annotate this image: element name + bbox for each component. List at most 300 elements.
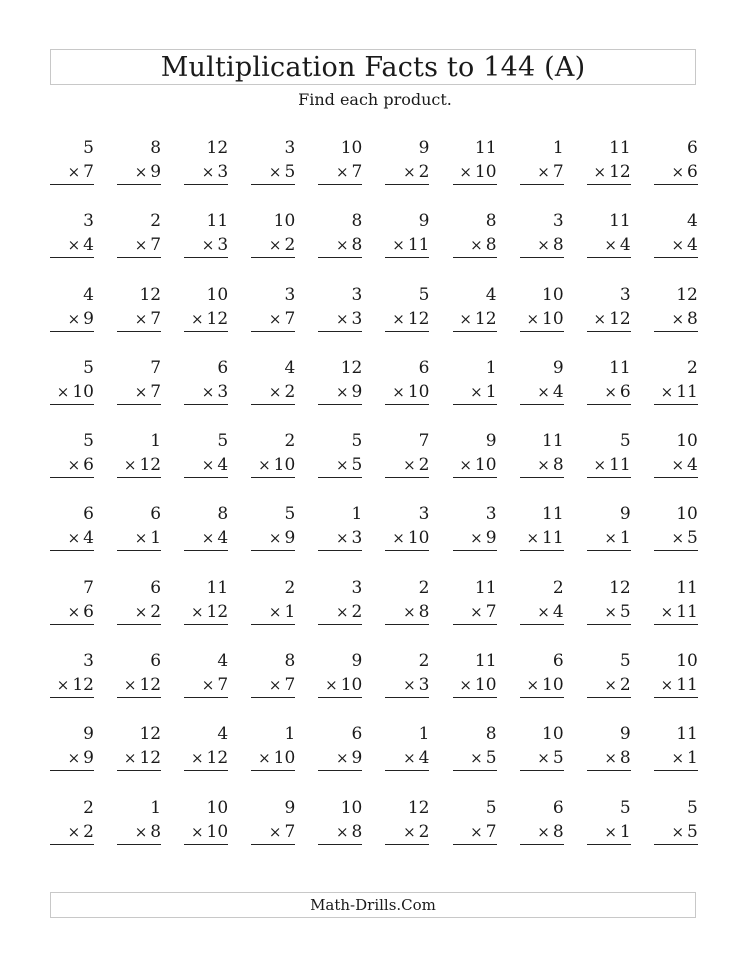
multiplier: 2: [284, 381, 296, 402]
multiplier: 9: [150, 162, 162, 182]
problem-item: [520, 209, 564, 282]
problem-item: [184, 283, 228, 356]
instructions: Find each product.: [298, 90, 452, 109]
problem-item: [184, 136, 228, 209]
problem-item: [50, 356, 94, 429]
multiplier-row: [520, 673, 564, 698]
multiplier-row: [117, 453, 161, 478]
multiplier-row: [50, 746, 94, 771]
multiplier: 4: [552, 381, 564, 402]
times-sign: ×: [190, 602, 204, 621]
times-sign: ×: [268, 236, 282, 255]
multiplier-row: [318, 380, 362, 405]
problem-item: [385, 136, 429, 209]
times-sign: ×: [593, 309, 607, 328]
multiplier-row: [184, 307, 228, 332]
multiplier: 2: [284, 235, 296, 256]
multiplier-row: [453, 600, 497, 625]
multiplicand: 4: [485, 284, 497, 305]
multiplicand: 10: [340, 797, 363, 818]
multiplier: 10: [474, 455, 497, 476]
multiplicand: 4: [217, 724, 229, 745]
multiplicand: 11: [609, 138, 631, 158]
multiplicand: 2: [687, 357, 698, 378]
multiplier: 3: [351, 308, 363, 329]
multiplier-row: [385, 820, 429, 845]
times-sign: ×: [201, 529, 215, 548]
multiplier: 3: [418, 675, 430, 696]
multiplier-row: [385, 380, 429, 405]
problem-item: [318, 576, 362, 649]
multiplier: 1: [284, 601, 296, 622]
multiplicand: 11: [206, 211, 229, 232]
multiplier-row: [318, 307, 362, 332]
problem-item: [385, 283, 429, 356]
multiplier-row: [520, 233, 564, 258]
multiplier-row: [385, 600, 429, 625]
times-sign: ×: [593, 456, 607, 475]
multiplicand: 2: [83, 797, 94, 818]
multiplier: 7: [150, 381, 162, 402]
multiplier-row: [520, 746, 564, 771]
multiplier: 4: [552, 601, 564, 622]
times-sign: ×: [459, 676, 472, 695]
multiplier: 1: [687, 748, 698, 769]
problem-item: [587, 722, 631, 795]
multiplier-row: [117, 233, 161, 258]
multiplier: 8: [552, 821, 564, 842]
multiplier: 1: [485, 381, 497, 402]
problem-item: [117, 356, 161, 429]
footer-box: [50, 892, 696, 918]
multiplier: 6: [687, 162, 698, 182]
multiplicand: 10: [273, 211, 296, 232]
times-sign: ×: [268, 602, 282, 621]
multiplicand: 10: [542, 284, 564, 305]
multiplicand: 2: [552, 577, 564, 598]
title-box: [50, 49, 696, 85]
multiplicand: 5: [351, 431, 363, 452]
problem-item: [453, 722, 497, 795]
problem-item: [520, 136, 564, 209]
multiplier: 11: [542, 528, 564, 549]
times-sign: ×: [403, 602, 416, 621]
multiplier: 1: [619, 528, 631, 549]
multiplier: 3: [217, 381, 229, 402]
problem-item: [318, 502, 362, 575]
times-sign: ×: [67, 309, 81, 328]
problem-item: [587, 796, 631, 869]
times-sign: ×: [526, 309, 540, 328]
multiplicand: 6: [150, 504, 162, 525]
multiplicand: 11: [542, 431, 564, 452]
times-sign: ×: [537, 749, 550, 768]
times-sign: ×: [335, 236, 349, 255]
multiplicand: 5: [83, 357, 94, 378]
multiplier-row: [520, 453, 564, 478]
problem-item: [385, 356, 429, 429]
times-sign: ×: [604, 749, 617, 768]
multiplier: 1: [619, 821, 631, 842]
times-sign: ×: [134, 163, 148, 181]
problem-item: [654, 429, 698, 502]
problem-item: [385, 502, 429, 575]
times-sign: ×: [671, 309, 685, 328]
problem-item: [520, 576, 564, 649]
multiplier: 8: [351, 821, 363, 842]
multiplier-row: [587, 307, 631, 332]
multiplicand: 5: [687, 797, 698, 818]
multiplier: 7: [217, 675, 229, 696]
multiplicand: 1: [284, 724, 296, 745]
problem-item: [587, 283, 631, 356]
problem-item: [117, 209, 161, 282]
problem-item: [453, 283, 497, 356]
multiplier: 5: [485, 748, 497, 769]
multiplier-row: [184, 600, 228, 625]
multiplicand: 12: [340, 357, 363, 378]
times-sign: ×: [134, 822, 148, 841]
problem-item: [318, 209, 362, 282]
multiplier: 6: [619, 381, 631, 402]
multiplier: 5: [351, 455, 363, 476]
multiplicand: 11: [609, 357, 631, 378]
times-sign: ×: [671, 749, 685, 768]
times-sign: ×: [134, 309, 148, 328]
problem-item: [251, 649, 295, 722]
times-sign: ×: [403, 676, 416, 695]
multiplicand: 1: [150, 797, 162, 818]
multiplier-row: [453, 160, 497, 185]
multiplicand: 3: [83, 651, 94, 672]
times-sign: ×: [604, 382, 617, 401]
problem-item: [117, 722, 161, 795]
multiplier: 5: [687, 821, 698, 842]
multiplier-row: [453, 746, 497, 771]
multiplier-row: [251, 453, 295, 478]
problem-item: [318, 429, 362, 502]
times-sign: ×: [470, 822, 483, 841]
problem-item: [385, 722, 429, 795]
multiplicand: 5: [83, 138, 94, 158]
multiplier-row: [50, 307, 94, 332]
problem-item: [184, 576, 228, 649]
times-sign: ×: [604, 602, 617, 621]
times-sign: ×: [604, 529, 617, 548]
times-sign: ×: [392, 309, 405, 328]
times-sign: ×: [67, 529, 81, 548]
times-sign: ×: [660, 382, 674, 401]
multiplier-row: [184, 746, 228, 771]
problem-item: [50, 136, 94, 209]
problem-item: [251, 136, 295, 209]
multiplier-row: [184, 453, 228, 478]
multiplier-row: [654, 380, 698, 405]
multiplier-row: [117, 600, 161, 625]
multiplier-row: [587, 453, 631, 478]
multiplier-row: [318, 746, 362, 771]
problem-item: [587, 429, 631, 502]
multiplicand: 6: [552, 797, 564, 818]
multiplier-row: [654, 746, 698, 771]
multiplier: 4: [83, 528, 94, 549]
multiplier: 9: [284, 528, 296, 549]
times-sign: ×: [470, 382, 483, 401]
times-sign: ×: [134, 382, 148, 401]
times-sign: ×: [123, 456, 137, 475]
multiplicand: 6: [418, 357, 430, 378]
problem-item: [453, 209, 497, 282]
times-sign: ×: [604, 822, 617, 841]
multiplicand: 9: [485, 431, 497, 452]
multiplicand: 5: [619, 651, 631, 672]
multiplier: 7: [83, 162, 94, 182]
multiplier: 6: [83, 455, 94, 476]
multiplier: 7: [284, 675, 296, 696]
multiplier-row: [520, 526, 564, 551]
times-sign: ×: [671, 529, 685, 548]
times-sign: ×: [403, 822, 416, 841]
problem-item: [251, 576, 295, 649]
problem-item: [520, 796, 564, 869]
multiplier-row: [453, 233, 497, 258]
problem-item: [184, 796, 228, 869]
multiplier-row: [117, 673, 161, 698]
problem-item: [587, 576, 631, 649]
multiplier-row: [587, 380, 631, 405]
multiplier-row: [251, 160, 295, 185]
multiplier: 11: [676, 381, 698, 402]
multiplicand: 11: [676, 724, 698, 745]
multiplier-row: [385, 673, 429, 698]
page-title: Multiplication Facts to 144 (A): [160, 51, 586, 83]
multiplier-row: [318, 233, 362, 258]
multiplicand: 11: [474, 577, 497, 598]
times-sign: ×: [258, 749, 271, 768]
multiplicand: 2: [284, 577, 296, 598]
times-sign: ×: [268, 382, 282, 401]
times-sign: ×: [325, 676, 338, 695]
multiplier: 8: [150, 821, 162, 842]
multiplier-row: [117, 820, 161, 845]
problem-item: [184, 502, 228, 575]
times-sign: ×: [56, 676, 70, 695]
problem-item: [453, 576, 497, 649]
times-sign: ×: [67, 456, 81, 475]
multiplier: 2: [619, 675, 631, 696]
multiplicand: 11: [474, 651, 497, 672]
problem-item: [654, 722, 698, 795]
problem-item: [184, 356, 228, 429]
multiplier: 12: [206, 601, 229, 622]
multiplier: 6: [83, 601, 94, 622]
multiplier: 4: [418, 748, 430, 769]
multiplicand: 9: [83, 724, 94, 745]
problem-item: [520, 502, 564, 575]
multiplier-row: [587, 820, 631, 845]
multiplier: 5: [619, 601, 631, 622]
multiplier-row: [587, 746, 631, 771]
multiplicand: 5: [217, 431, 229, 452]
multiplicand: 3: [284, 138, 296, 158]
multiplier: 12: [139, 748, 162, 769]
multiplier: 8: [351, 235, 363, 256]
multiplicand: 9: [418, 211, 430, 232]
problem-item: [318, 283, 362, 356]
multiplicand: 6: [150, 577, 162, 598]
multiplier: 10: [340, 675, 363, 696]
times-sign: ×: [537, 382, 550, 401]
multiplier: 3: [351, 528, 363, 549]
multiplier: 2: [418, 162, 430, 182]
multiplicand: 4: [687, 211, 698, 232]
multiplier-row: [453, 453, 497, 478]
times-sign: ×: [470, 236, 483, 255]
multiplier-row: [654, 600, 698, 625]
multiplier: 12: [474, 308, 497, 329]
problem-item: [117, 502, 161, 575]
times-sign: ×: [403, 456, 416, 475]
times-sign: ×: [67, 822, 81, 841]
multiplier-row: [251, 673, 295, 698]
multiplicand: 7: [418, 431, 430, 452]
multiplicand: 11: [542, 504, 564, 525]
times-sign: ×: [258, 456, 271, 475]
multiplier: 4: [619, 235, 631, 256]
problem-item: [50, 283, 94, 356]
multiplier: 12: [206, 748, 229, 769]
problem-item: [587, 649, 631, 722]
times-sign: ×: [123, 749, 137, 768]
problem-item: [184, 722, 228, 795]
multiplier: 8: [687, 308, 698, 329]
multiplier: 7: [150, 308, 162, 329]
times-sign: ×: [134, 602, 148, 621]
times-sign: ×: [537, 236, 550, 255]
problem-item: [520, 356, 564, 429]
problem-item: [251, 502, 295, 575]
multiplier-row: [520, 307, 564, 332]
multiplicand: 6: [83, 504, 94, 525]
multiplier-row: [251, 746, 295, 771]
problem-item: [385, 796, 429, 869]
problem-item: [654, 796, 698, 869]
multiplier-row: [318, 160, 362, 185]
multiplier: 4: [83, 235, 94, 256]
multiplier: 12: [139, 455, 162, 476]
multiplicand: 3: [619, 284, 631, 305]
multiplier-row: [251, 600, 295, 625]
multiplier: 2: [83, 821, 94, 842]
problem-item: [520, 283, 564, 356]
multiplier-row: [654, 233, 698, 258]
multiplier: 10: [206, 821, 229, 842]
multiplicand: 9: [552, 357, 564, 378]
multiplier-row: [385, 233, 429, 258]
times-sign: ×: [537, 456, 550, 475]
multiplier-row: [117, 307, 161, 332]
problem-item: [587, 136, 631, 209]
times-sign: ×: [459, 309, 472, 328]
multiplier-row: [50, 380, 94, 405]
problem-item: [453, 502, 497, 575]
multiplicand: 10: [542, 724, 564, 745]
multiplier: 10: [542, 308, 564, 329]
multiplier-row: [385, 160, 429, 185]
times-sign: ×: [67, 749, 81, 768]
times-sign: ×: [604, 676, 617, 695]
times-sign: ×: [201, 456, 215, 475]
multiplicand: 8: [351, 211, 363, 232]
multiplier: 4: [217, 528, 229, 549]
multiplicand: 1: [418, 724, 430, 745]
problem-item: [453, 356, 497, 429]
times-sign: ×: [268, 822, 282, 841]
multiplier: 4: [687, 235, 698, 256]
problem-item: [520, 649, 564, 722]
problem-item: [251, 722, 295, 795]
multiplier-row: [117, 160, 161, 185]
multiplier-row: [117, 746, 161, 771]
multiplier-row: [385, 307, 429, 332]
multiplier-row: [654, 453, 698, 478]
multiplier: 12: [139, 675, 162, 696]
times-sign: ×: [526, 529, 540, 548]
multiplier-row: [453, 380, 497, 405]
multiplier-row: [251, 526, 295, 551]
multiplier: 5: [552, 748, 564, 769]
times-sign: ×: [526, 676, 540, 695]
multiplier: 2: [150, 601, 162, 622]
multiplicand: 12: [139, 724, 162, 745]
multiplicand: 1: [485, 357, 497, 378]
times-sign: ×: [403, 163, 416, 181]
multiplier-row: [520, 600, 564, 625]
multiplicand: 8: [217, 504, 229, 525]
times-sign: ×: [335, 456, 349, 475]
problem-item: [587, 356, 631, 429]
problem-item: [587, 502, 631, 575]
multiplicand: 5: [418, 284, 430, 305]
multiplier: 2: [418, 455, 430, 476]
multiplicand: 10: [676, 651, 698, 672]
problem-item: [251, 796, 295, 869]
multiplicand: 1: [150, 431, 162, 452]
footer-text: Math-Drills.Com: [310, 895, 436, 914]
times-sign: ×: [201, 676, 215, 695]
times-sign: ×: [459, 163, 472, 181]
multiplier: 4: [687, 455, 698, 476]
problem-item: [453, 429, 497, 502]
times-sign: ×: [268, 529, 282, 548]
times-sign: ×: [671, 822, 685, 841]
times-sign: ×: [201, 236, 215, 255]
times-sign: ×: [335, 382, 349, 401]
multiplicand: 2: [150, 211, 162, 232]
multiplier: 9: [83, 308, 94, 329]
problem-item: [117, 429, 161, 502]
problem-item: [453, 796, 497, 869]
multiplicand: 7: [150, 357, 162, 378]
multiplicand: 4: [83, 284, 94, 305]
problem-item: [251, 356, 295, 429]
times-sign: ×: [67, 236, 81, 255]
times-sign: ×: [593, 163, 607, 181]
times-sign: ×: [335, 163, 349, 181]
multiplicand: 10: [206, 284, 229, 305]
problem-item: [117, 796, 161, 869]
problem-item: [117, 283, 161, 356]
